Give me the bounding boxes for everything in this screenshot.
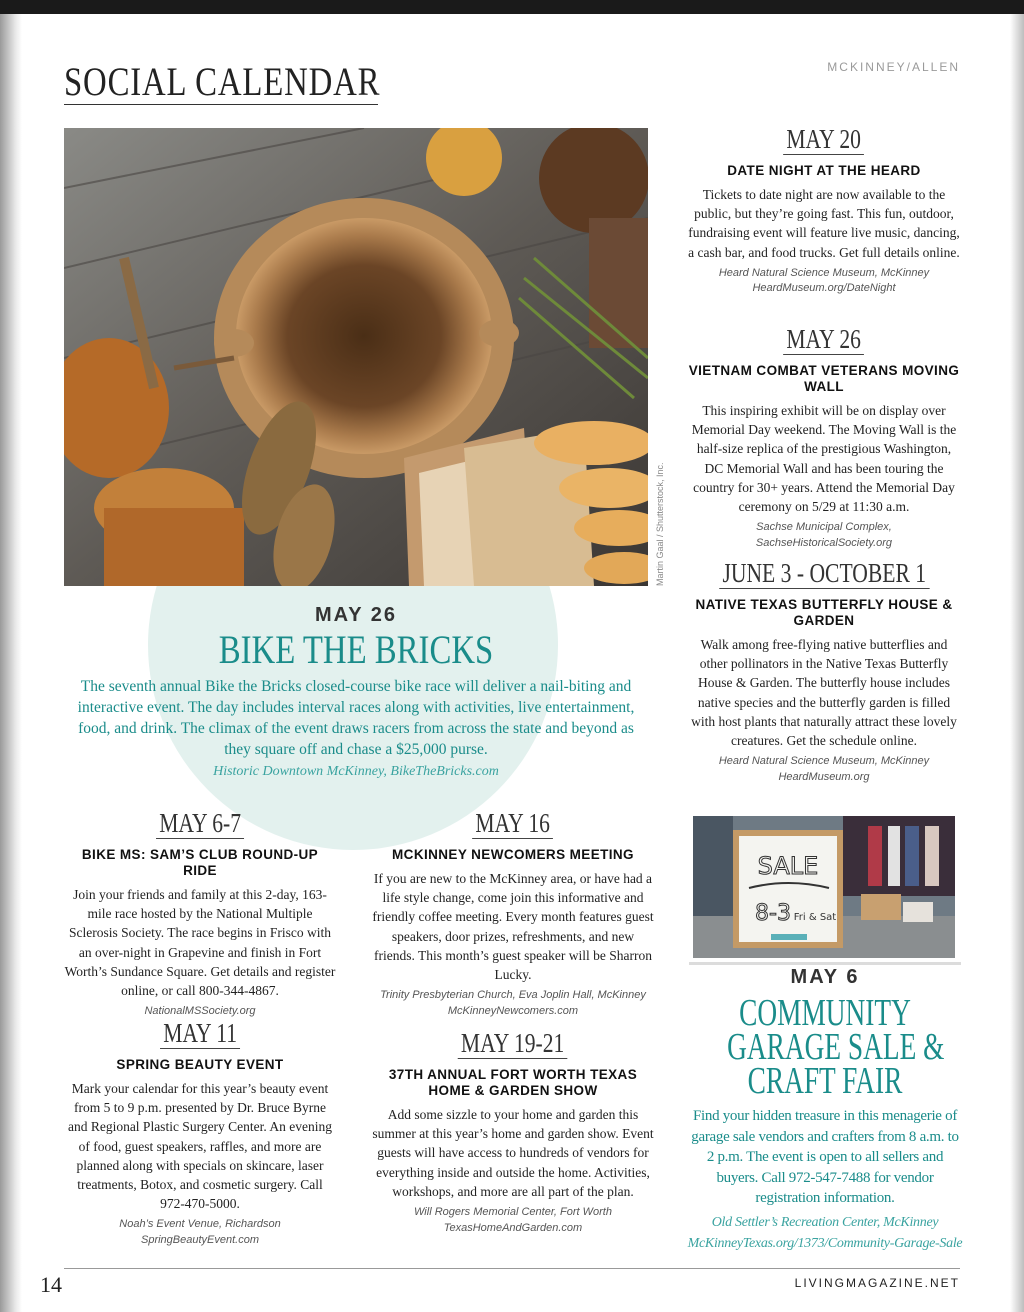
event-description: Walk among free-flying native butterflies and other pollinators in the Native Texas Butterfly House & Garden. The butterfly house includes native species and the butterfly garden is filled with host plants that naturally attract these lovely creatures. Get the schedule online.	[691, 637, 957, 749]
top-bar	[0, 0, 1024, 14]
garage-sale-title	[689, 992, 961, 1102]
event-website: HeardMuseum.org	[778, 770, 870, 783]
event-date: MAY 26	[783, 324, 864, 355]
event-card	[64, 1018, 336, 1248]
event-heading: SPRING BEAUTY EVENT	[116, 1057, 284, 1072]
page-edge-shadow-right	[1010, 14, 1024, 1312]
site-name: LIVINGMAGAZINE.NET	[794, 1276, 960, 1290]
event-description: This inspiring exhibit will be on display over Memorial Day weekend. The Moving Wall is the half-size replica of the prestigious Washington, DC Memorial Wall and has been touring the country for 30+ years. Attend the Memorial Day ceremony on 5/29 at 11:30 a.m.	[691, 403, 957, 515]
hero-photo	[64, 128, 648, 586]
event-date: MAY 11	[160, 1018, 240, 1049]
event-heading: 37TH ANNUAL FORT WORTH TEXAS HOME & GARDEN SHOW	[388, 1067, 638, 1098]
event-website: SachseHistoricalSociety.org	[755, 536, 893, 549]
divider	[689, 962, 961, 965]
event-date: MAY 6-7	[156, 808, 244, 839]
garage-sale-location	[680, 1212, 970, 1254]
feature-date: MAY 26	[314, 604, 398, 626]
event-description: Add some sizzle to your home and garden this summer at this year’s home and garden show. Event guests will have access to hundreds of vendors for everything inside and outside the home. Activities, workshops, and more are all part of the plan.	[372, 1107, 654, 1199]
title-line: COMMUNITY	[739, 992, 911, 1034]
event-heading: VIETNAM COMBAT VETERANS MOVING WALL	[688, 363, 960, 394]
title-line: CRAFT FAIR	[747, 1060, 903, 1102]
event-date: MAY 20	[783, 124, 864, 155]
garage-sale-venue: Old Settler’s Recreation Center, McKinney	[711, 1215, 939, 1230]
event-website: NationalMSSociety.org	[144, 1005, 256, 1018]
event-website: HeardMuseum.org/DateNight	[752, 282, 896, 295]
event-description: Join your friends and family at this 2-day, 163-mile race hosted by the National Multiple Sclerosis Society. The race begins in Frisco with an over-night in Grapevine and finish in Fort Worth’s Sundance Square. Get details and register online, or call 800-344-4867.	[64, 887, 336, 999]
event-website: SpringBeautyEvent.com	[140, 1233, 259, 1246]
event-venue: Will Rogers Memorial Center, Fort Worth	[414, 1206, 612, 1219]
title-line: GARAGE SALE &	[727, 1026, 945, 1068]
region-label: MCKINNEY/ALLEN	[827, 60, 960, 74]
event-date: MAY 19-21	[458, 1028, 568, 1059]
sign-text: 8-3	[755, 901, 791, 926]
event-card	[372, 1028, 654, 1236]
event-website: McKinneyNewcomers.com	[447, 1004, 579, 1017]
event-card	[372, 808, 654, 1019]
event-heading: DATE NIGHT AT THE HEARD	[727, 163, 921, 178]
garage-sale-photo	[693, 816, 955, 958]
event-venue: Noah’s Event Venue, Richardson	[119, 1218, 281, 1231]
event-website: TexasHomeAndGarden.com	[443, 1221, 583, 1234]
page-edge-shadow	[0, 14, 22, 1312]
event-heading: NATIVE TEXAS BUTTERFLY HOUSE & GARDEN	[695, 597, 953, 628]
event-venue: Sachse Municipal Complex,	[756, 521, 892, 534]
sign-text: Fri & Sat	[793, 912, 837, 923]
garage-sale-website: McKinneyTexas.org/1373/Community-Garage-Sale	[687, 1236, 963, 1251]
event-venue: Heard Natural Science Museum, McKinney	[718, 266, 930, 279]
event-card	[686, 324, 962, 551]
event-date: JUNE 3 - OCTOBER 1	[719, 558, 929, 589]
event-heading: MCKINNEY NEWCOMERS MEETING	[392, 847, 634, 862]
event-heading: BIKE MS: SAM’S CLUB ROUND-UP RIDE	[81, 847, 319, 878]
section-title: SOCIAL CALENDAR	[64, 59, 381, 104]
page-number: 14	[40, 1272, 62, 1297]
title-rule	[64, 104, 378, 105]
feature-description: The seventh annual Bike the Bricks closed-course bike race will deliver a nail-biting and interactive event. The day includes interval races along with activities, live entertainment, food, and drink. The climax of the event draws racers from across the state and beyond as they square off and chase a $25,000 purse.	[77, 678, 635, 758]
feature-location: Historic Downtown McKinney, BikeTheBricks.com	[213, 764, 499, 779]
feature-title: BIKE THE BRICKS	[218, 627, 494, 672]
event-card	[686, 124, 962, 297]
event-description: Tickets to date night are now available to the public, but they’re going fast. This fun, outdoor, fundraising event will feature live music, dancing, a cash bar, and food trucks. Get full details online.	[688, 187, 960, 260]
event-card	[64, 808, 336, 1020]
event-card	[686, 558, 962, 785]
event-description: If you are new to the McKinney area, or have had a life style change, come join this informative and friendly coffee meeting. Every month features guest speakers, door prizes, refreshments, and new friends. This month’s guest speaker will be Sharron Lucky.	[372, 871, 654, 983]
sign-text: SALE	[757, 852, 819, 880]
photo-credit: Martin Gaal / Shutterstock, Inc.	[655, 462, 665, 586]
footer-rule	[64, 1268, 960, 1269]
event-description: Mark your calendar for this year’s beauty event from 5 to 9 p.m. presented by Dr. Bruce Byrne and Regional Plastic Surgery Center. An evening of food, guest speakers, raffles, and more are planned along with specials on skincare, laser treatments, Botox, and cosmetic surgery. Call 972-470-5000.	[67, 1081, 333, 1212]
event-date: MAY 16	[472, 808, 553, 839]
garage-sale-description: Find your hidden treasure in this menagerie of garage sale vendors and crafters from 8 a.m. to 2 p.m. The event is open to all sellers and buyers. Call 972-547-7488 for vendor registration information.	[691, 1108, 959, 1206]
event-venue: Heard Natural Science Museum, McKinney	[718, 755, 930, 768]
event-venue: Trinity Presbyterian Church, Eva Joplin Hall, McKinney	[380, 989, 646, 1002]
garage-sale-date: MAY 6	[790, 966, 860, 988]
